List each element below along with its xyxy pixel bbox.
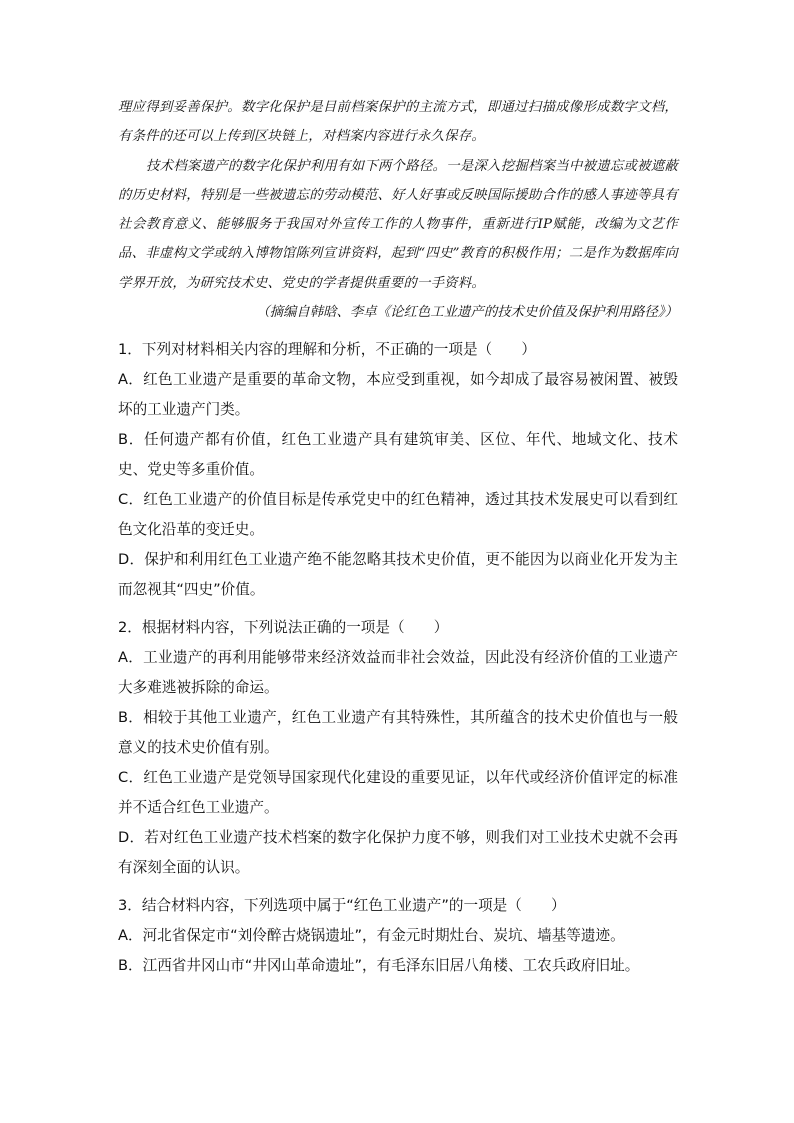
question-1 <box>118 335 678 605</box>
option-c: C．红色工业遗产的价值目标是传承党史中的红色精神，透过其技术发展史可以看到红色文化沿革的变迁史。 <box>118 491 678 539</box>
question-stem: 1．下列对材料相关内容的理解和分析，不正确的一项是（ ） <box>118 341 536 359</box>
question-stem: 3．结合材料内容，下列选项中属于“红色工业遗产”的一项是（ ） <box>118 897 566 915</box>
document-content <box>118 93 678 981</box>
option-a: A．红色工业遗产是重要的革命文物，本应受到重视，如今却成了最容易被闲置、被毁坏的工业遗产门类。 <box>118 371 678 419</box>
option-b: B．江西省井冈山市“井冈山革命遗址”，有毛泽东旧居八角楼、工农兵政府旧址。 <box>118 957 640 975</box>
passage-source: （摘编自韩晗、李卓《论红色工业遗产的技术史价值及保护利用路径》） <box>256 305 678 321</box>
option-d: D．若对红色工业遗产技术档案的数字化保护力度不够，则我们对工业技术史就不会再有深刻全面的认识。 <box>118 829 678 877</box>
question-stem: 2．根据材料内容，下列说法正确的一项是（ ） <box>118 619 449 637</box>
option-c: C．红色工业遗产是党领导国家现代化建设的重要见证，以年代或经济价值评定的标准并不适合红色工业遗产。 <box>118 769 678 817</box>
option-a: A．河北省保定市“刘伶醉古烧锅遗址”，有金元时期灶台、炭坑、墙基等遗迹。 <box>118 927 625 945</box>
option-b: B．相较于其他工业遗产，红色工业遗产有其特殊性，其所蕴含的技术史价值也与一般意义的技术史价值有别。 <box>118 709 678 757</box>
option-a: A．工业遗产的再利用能够带来经济效益而非社会效益，因此没有经济价值的工业遗产大多难逃被拆除的命运。 <box>118 649 678 697</box>
passage-paragraph: 技术档案遗产的数字化保护利用有如下两个路径。一是深入挖掘档案当中被遗忘或被遮蔽的历史材料，特别是一些被遗忘的劳动模范、好人好事或反映国际援助合作的感人事迹等具有社会教育意义、能够服务于我国对外宣传工作的人物事件，重新进行IP赋能，改编为文艺作品、非虚构文学或纳入博物馆陈列宣讲资料，起到“四史”教育的积极作用；二是作为数据库向学界开放，为研究技术史、党史的学者提供重要的一手资料。 <box>118 158 678 291</box>
passage-paragraph: 理应得到妥善保护。数字化保护是目前档案保护的主流方式，即通过扫描成像形成数字文档，有条件的还可以上传到区块链上，对档案内容进行永久保存。 <box>118 100 678 145</box>
option-b: B．任何遗产都有价值，红色工业遗产具有建筑审美、区位、年代、地域文化、技术史、党史等多重价值。 <box>118 431 678 479</box>
question-2 <box>118 613 678 883</box>
question-3 <box>118 891 678 981</box>
option-d: D．保护和利用红色工业遗产绝不能忽略其技术史价值，更不能因为以商业化开发为主而忽视其“四史”价值。 <box>118 551 678 599</box>
